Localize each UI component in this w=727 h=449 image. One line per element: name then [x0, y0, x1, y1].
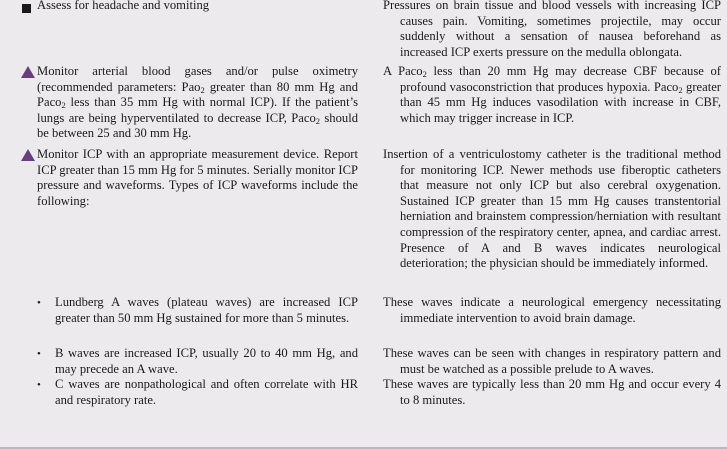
rationale-text: These waves indicate a neurological emergency necessitating immediate intervention to avoid brain damage.: [383, 295, 721, 325]
dot-bullet-icon: •: [37, 297, 41, 309]
rationale-text: A Paco$_2$ less than 20 mm Hg may decrease CBF because of profound vasoconstriction that produces hypoxia. Paco$_2$ greater than 45 mm Hg induces vasodilation with increase in CBF, which may trigger increase in ICP.: [383, 64, 722, 125]
waveform-text: B waves are increased ICP, usually 20 to 40 mm Hg, and may precede an A wave.: [55, 346, 358, 376]
intervention-text: Monitor arterial blood gases and/or pulse oximetry (recommended parameters: Pao$_2$ greater than 80 mm Hg and Paco$_2$ less than 35 mm Hg with normal ICP). If the patient’s lungs are being hyperventilated to decrease ICP, Paco$_2$ should be between 25 and 30 mm Hg.: [37, 64, 358, 141]
rationale-text: Insertion of a ventriculostomy catheter is the traditional method for monitoring ICP. Newer methods use fiberoptic catheters that measure not only ICP but also cerebral oxygenation. Sustained ICP greater than 15 mm Hg causes transtentorial herniation and brainstem compression/herniation with resultant compression of the respiratory center, apnea, and cardiac arrest. Presence of A and B waves indicates neurological deterioration; the physician should be immediately informed.: [383, 147, 721, 271]
dot-bullet-icon: •: [37, 348, 41, 360]
dot-bullet-icon: •: [37, 379, 41, 391]
triangle-bullet-icon: [21, 66, 35, 78]
rationale-text: These waves can be seen with changes in respiratory pattern and must be watched as a possible prelude to A waves.: [383, 346, 721, 376]
waveform-text: C waves are nonpathological and often correlate with HR and respiratory rate.: [55, 377, 358, 407]
intervention-text: Monitor ICP with an appropriate measurement device. Report ICP greater than 15 mm Hg for 5 minutes. Serially monitor ICP pressure and waveforms. Types of ICP waveforms include the following:: [37, 147, 358, 208]
intervention-text: Assess for headache and vomiting: [37, 0, 210, 12]
waveform-text: Lundberg A waves (plateau waves) are increased ICP greater than 50 mm Hg sustained for more than 5 minutes.: [55, 295, 358, 325]
square-bullet-icon: [22, 4, 31, 13]
rationale-text: These waves are typically less than 20 mm Hg and occur every 4 to 8 minutes.: [383, 377, 721, 407]
triangle-bullet-icon: [21, 149, 35, 161]
rationale-text: Pressures on brain tissue and blood vessels with increasing ICP causes pain. Vomiting, sometimes projectile, may occur suddenly without a sensation of nausea beforehand as increased ICP exerts pressure on the medulla oblongata.: [383, 0, 721, 59]
